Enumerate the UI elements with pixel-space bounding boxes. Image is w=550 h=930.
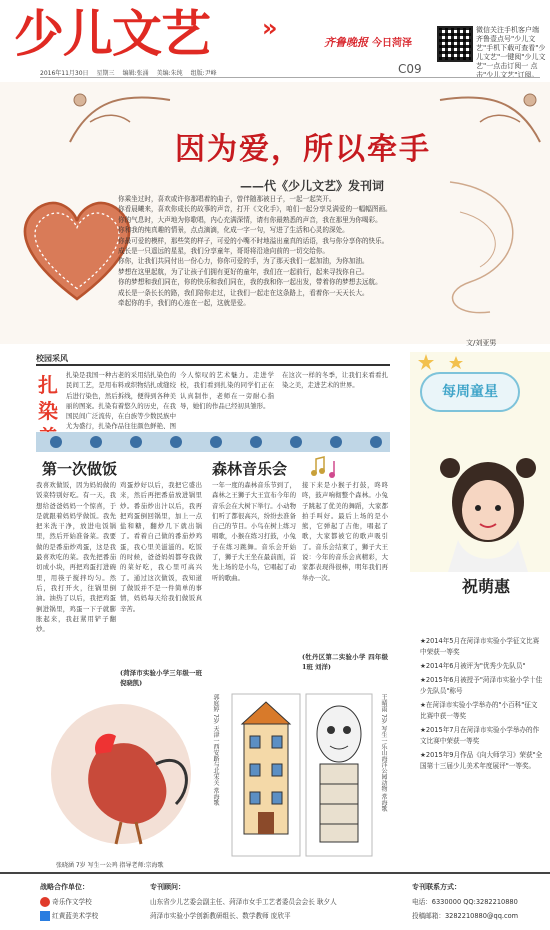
award-item: ★2014年6月被评为"优秀少先队员" [420,662,526,670]
partner-item [40,896,92,908]
weekly-star-badge: 每周童星 [420,372,520,412]
poem-line: 你乘坐过时，喜欢或许你那唱着的曲子，曾伴随那被日子，一起一起笑开。 [118,195,336,203]
newspaper-title: 少儿文艺 [14,5,210,63]
section-divider [36,364,390,366]
hero-signature: 文/刘亚男 [466,339,497,347]
masthead-divider [40,77,540,78]
partner-logo-icon [40,911,50,921]
qr-code-icon [437,26,473,62]
first-cooking-byline: (菏泽市实验小学三年级一班 倪晓凯) [120,669,202,688]
hands-illustration-icon [60,82,180,152]
poem-line: 你的梦想和我们同在，你的快乐和我们同在，我的我和你一起出发，带着你的梦想去远航。 [118,278,382,287]
designer: 美编:朱纯 [156,70,183,77]
forest-concert-byline: (牡丹区第二实验小学 四年级1班 刘洋) [302,653,388,672]
painting-caption-building: 郭庭婷 7岁 天津一西安路与北宋关 常海歌 [212,694,219,806]
poem-line: 成长是一只遥远的星星，我们分享童年，哥哥将沿途向前的一切交给你。 [118,247,329,256]
forest-concert-col1: 一年一度的森林音乐节到了，森林之王狮子大王宣布今年的音乐会在大树下举行。小动物们听了都很高兴，纷纷去准备自己的节目。小鸟在树上练习唱歌，小猴在练习打鼓，小兔子在练习跳舞。音乐会开始了，狮子大王坐在最前面，首先上场的是小鸟，它唱起了动听的歌曲。 [212,481,296,582]
award-list [420,636,544,775]
advisor-line: 菏泽市实验小学创新教研组长、数学教师 庞欣平 [150,912,291,920]
painting-caption-rooster: 张晓涵 7岁 写生一公鸡 指导老师:宗海歌 [56,862,164,869]
painting-caption-totem: 王晴雨 7岁 写生一乐山海洋公园动物 常海歌 [380,694,387,812]
hero-title: 因为爱，所以牵手 [175,132,431,167]
poem-line: 你和我的纯真趣的情景，点点滴滴，化成一字一句，写进了生活和心灵的深处。 [118,226,349,235]
award-item: ★2015年7月在菏泽市实验小学举办的作文比赛中荣获一等奖 [420,726,540,745]
hero-subtitle: ——代《少儿文艺》发刊词 [240,179,385,193]
star-student-name: 祝萌惠 [462,577,511,596]
issue-weekday: 星期三 [96,70,115,77]
section-label: 校园采风 [36,354,68,363]
poem-line: 你的气息时，大声地为你歌唱，内心充满深情，请有你最熟悉的声音，我在那里为你喝彩。 [118,215,382,224]
rooster-painting-image [36,694,206,854]
hero-poem [118,194,428,308]
qr-instructions: 微信关注手机客户端 齐鲁壹点号"少儿文艺"手机下载可查看"少儿文艺"一键阅"少儿文艺"一点击订阅一 点击"少儿文艺"订阅。 [476,26,546,79]
partner-name: 奇乐作文学校 [52,898,92,906]
poem-line: 梦想在这里起航，为了让孩子们拥有更好的童年，我们在一起前行，起来寻找你自己。 [118,267,369,276]
music-notes-icon [310,455,344,479]
partner-item [40,910,98,922]
issue-meta [40,68,217,77]
article-title-forest-concert: 森林音乐会 [212,460,288,478]
editor: 编辑:张涌 [122,70,149,77]
proofreader: 组版:尹峰 [190,70,217,77]
masthead [0,0,550,78]
award-item: ★在菏泽市实验小学举办的"小百科"征文比赛中获一等奖 [420,701,538,720]
hero-banner [0,82,550,347]
issue-date: 2016年11月30日 [40,70,89,77]
partner-logo-icon [40,897,50,907]
article-title-first-cooking: 第一次做饭 [42,460,118,478]
page-number: C09 [398,62,422,76]
poem-line: 成长是一条长长的路，我们陪你走过，让我们一起走在这条路上，看着你一天天长大。 [118,288,369,297]
contact-phone: 电话：6330000 QQ:3282210880 [412,898,518,906]
poem-line: 你最可爱的模样，那些笑的样子，可爱的小嘴不时地溢出童真的话语，我与你分享你的快乐。 [118,236,389,245]
award-item: ★2015年6月被授予"菏泽市实验小学十佳少先队员"称号 [420,676,543,695]
drawing-building-image [232,694,300,856]
footer [0,872,550,930]
contact-heading: 专刊联系方式： [412,883,461,891]
tie-dye-intro-cont: 今人惊叹的艺术魅力。走进学校，我们看到扎染的同学们正在认真制作，老师在一旁耐心指导，她们的作品已经初具雏形。 [180,371,274,410]
award-item: ★2014年5月在菏泽市实验小学征文比赛中荣获一等奖 [420,637,540,656]
advisor-line: 山东省少儿艺委会副主任、菏泽市女手工艺者委员会会长 耿夕人 [150,898,337,906]
brand-name: 齐鲁晚报 [324,36,368,49]
poem-line: 你你，让我们共同付出一份心力，你你可爱的手，为了那天我们一起加油，为你加油。 [118,257,369,266]
swirl-decoration-icon [430,172,540,322]
advisor-heading: 专刊顾问： [150,883,185,891]
award-item: ★2015年9月作品《向大师学习》荣获"全国第十三届少儿美术年度展评"一等奖。 [420,751,543,770]
partner-name: 红黄蓝美术学校 [52,912,99,920]
first-cooking-col1: 我喜欢做饭，因为妈妈做的饭菜特别好吃。有一天，我想给爸爸妈妈一个惊喜，于是就跟着妈妈学做饭。我先把米洗干净，放进电饭锅里，然后开始准备菜。我要做的是番茄炒鸡蛋，这是我最喜欢吃的菜。我先把番茄切成小块，再把鸡蛋打进碗里，用筷子搅拌均匀。然后，我打开火，往锅里倒油。油热了以后，我把鸡蛋倒进锅里，鸡蛋一下子就膨胀起来，我赶紧用铲子翻炒。 [36,481,116,634]
tie-dye-intro: 扎染是我国一种古老的采用结扎染色的民间工艺，是用布料或织物结扎或缝绞后进行染色，然后拆线，便得到各种美丽的图案。扎染有着悠久的历史，在我国民间广泛流传，在白族等少数民族中尤为盛行，扎染作品往往颜色鲜艳、图 [66,371,176,431]
forest-concert-col2: 接下来是小猴子打鼓，咚咚咚，鼓声响彻整个森林。小兔子跳起了优美的舞蹈，大家都拍手叫好。最后上场的是小熊，它弹起了吉他，唱起了歌，大家都被它的歌声吸引了。音乐会结束了，狮子大王说：今年的音乐会真精彩，大家都表现得很棒，明年我们再举办一次。 [302,481,388,582]
poem-line: 你看晨曦来，喜欢你成长的故事的声音，打开《文化手》，咱们一起分享兑满爱的一幅幅图画。 [118,205,392,214]
heading-char: 扎 [38,373,58,397]
hands-illustration-icon [430,82,550,152]
edition-name: 今日菏泽 [372,38,412,49]
first-cooking-col2: 鸡蛋炒好以后，我把它盛出来，然后再把番茄放进锅里炒。番茄炒出汁以后，我再把鸡蛋倒回锅里，加上一点盐和糖，翻炒几下就出锅了。看着自己做的番茄炒鸡蛋，我心里美滋滋的。吃饭的时候，爸爸妈妈都夸我做的菜好吃，我心里可高兴了。通过这次做饭，我知道了做饭并不是一件简单的事情，妈妈每天给我们做饭真辛苦。 [120,481,202,613]
tie-dye-fabric-image [36,432,390,452]
girl-portrait-image [428,440,546,572]
drawing-totem-image [306,694,372,856]
tie-dye-intro-far: 在这次一样的冬季，让我们来看看扎染之美，走进艺术的世界。 [282,371,388,390]
contact-email: 投稿邮箱：3282210880@qq.com [412,912,519,920]
partners-heading: 战略合作单位： [40,883,89,891]
poem-line: 牵起你的手，我们的心连在一起，这就是爱。 [118,299,250,308]
double-chevron-icon: » [262,14,278,42]
heading-char: 染 [38,399,58,423]
